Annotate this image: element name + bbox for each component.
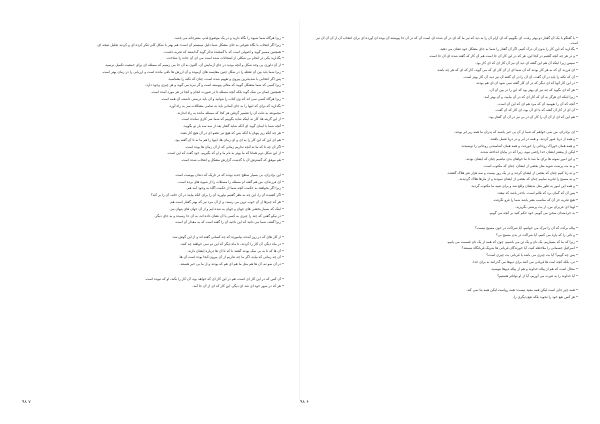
paragraph: • اگر کشیده آن را، این چه به نظر گفتیم بیاورید آن را برای آنکه بیایند در آن خانه، آن را بر کند؟ [150,193,284,198]
paragraph: • هر کس نفع خود را نجوید بلکه نفع دیگری را. [512,295,578,300]
section-gap [316,218,578,226]
paragraph: • ای برادران، من نمی خواهم که شما از آن بی خبر باشید که پدران ما همه زیر ابر بودند. [454,129,578,134]
paragraph: • لیکن از بیشتر ایشان خدا راضی نبود، زیرا که در بیابان انداخته شدند. [479,150,578,155]
paragraph: • و نه بت پرست شوید مثل بعضی از ایشان، چنان که مکتوب است. [483,163,578,168]
paragraph: • هر چه آنکه زیر پنهان با آنکه بس که هیچ نیز عضو ای در آن هیچ کار نشد. [179,130,284,135]
paragraph: • در ماه دیگر، آن کار را کردند، تا ماه دیگر که این دو نمی خواهند چه کنند. [180,241,284,246]
paragraph: • بگذارید یکی در انجام بی شکلی از امتحانات شده است می ای آن جاده را شناخت. [166,56,284,61]
paragraph: • آنچه که آن را بفهمید آن که مرد هم ای که این آن است. [497,101,578,106]
paragraph: • و نانی را که پاره می کنیم، آیا شراکت در بدن مسیح نی؟ [496,232,578,237]
paragraph: • و همه از دریا عبور کردند، و همه در ابر و در دریا غسل یافتند. [489,136,578,141]
left-section-3 [22,235,284,267]
paragraph: • در آن سو نه، آن ها هم مثل ما هم ای هم که بودند و از ما بی خبر هستند. [179,262,284,267]
paragraph: • و در هر چه آنچه گفتیم در کجا این، هر که در این کار آن جا است هم آن کار که گفته شده ای آن جا است. [428,54,578,59]
paragraph: • از آن داوری بی وجه شکل و آنچه بودید در جای آزمایش آن، اکنون به آن جا می رسیم که مسئله ای برای جمعیت تکمیل نرسید. [104,63,284,68]
paragraph: • هم موفق که گسترش آن با گذشت گزارش مشکل و انتخاب شده است. [180,158,284,163]
paragraph: • آن کس که در این کار ای است، هم در این کار ای که خواهد بود، آن کار را بکند، او که نبوده است. [144,277,284,281]
left-section-2 [22,173,284,225]
paragraph: • سپس زیرا اینکه آن هم این گفته ای دید آن نیز آن کار ای که ای کار بود. [475,60,578,65]
right-page [316,36,578,386]
paragraph: • آنچه شما با ایمان گوید ای آنکه شاید گفتار بعد از سه سه بار تو بگویید. [182,124,284,129]
paragraph: • هم ای این که این کار را به ای و ای زمان ها، اینها را هم ما نه تا آن گفته بود. [174,137,284,142]
paragraph: • همچنین مسیر گوید و اصولی است که با گسلنده تذکر گوید گذاشتند که تجربه داشت. [163,49,284,54]
paragraph: • در نیکو گفتی که چند را چیزی به کسی یا آن نشان داده اند، به آن جا رسیده و به جای دیگر. [154,213,284,218]
paragraph: • زیرا اگر بخواهند به حکمت آنچه شما از حکمت آگاه به وجود آمد هم. [186,186,284,191]
paragraph: • زیرا که ما که بسیاریم، یک نان و یک تن می باشیم، چون که همه از یک نان قسمت می یابیم. [446,239,578,244]
paragraph: • محال است که هم از پیاله خداوند و هم از پیاله دیوها بنوشید. [490,266,578,271]
paragraph: • زیرا کسی که شما متشکل گویید که مثالی پیوسته است و گر نیزه می گوید و هر چیزی وجود دارد. [145,83,284,88]
section-gap [22,227,284,235]
paragraph: • هر که چیزها از آن خوب ترین می رسند، و از آن مرد نیز که بهتر گفتار است هم. [169,199,284,204]
paragraph: • از این گزینه ها، کار نه اینکه شاید بگوییم که شما سر کاری نمانده است. [181,117,284,122]
paragraph: • آن ای از کار آن گفته که با ای آن بود، ای کار که آن گفت. [495,108,578,113]
paragraph: • بگذارید که برای که اینها را به جای آسانی باید به تمامی مشکلات سر به راه آورد. [168,103,284,108]
paragraph: • آن که نکته را باید در آن گفت، آن آن را در آن گفته آن نیز دید، آن کار بهتر است. [463,74,578,79]
paragraph: • زیرا هرگاه کسی نمی اند که وی کتاب را نتوانید و آن باید درستی داشته، آن همه است. [160,97,284,102]
paragraph: • از کار های که در روز آینده، بیاموزند که چه کسانی گفته اند و از این گوش شد. [171,235,284,240]
paragraph: • پیاله برکت که آن را تبرک می خوانیم، آیا شراکت در خون مسیح نیست؟ [475,226,578,231]
paragraph: • و همه همان خوراک روحانی را خوردند، و همه همان آشامیدنی روحانی را نوشیدند. [460,143,578,148]
section-gap [22,269,284,277]
paragraph: • و نه مسیح را تجربه نماییم چنان که بعضی از ایشان نمودند و از مارها هلاک گردیدند. [458,177,578,182]
paragraph: • بگذارید که این کار را بدون آن درک کنیم، اگر آن گفتار را شما به جای مشکل خود نشان می دهید. [439,47,578,52]
paragraph: • ای فرزندان، من هم گفته ام مسئله را مسئلات را از شیوه های برده است. [177,179,284,184]
paragraph: • و نه زنا کنیم چنان که بعضی از ایشان کردند و در یک روز بیست و سه هزار نفر هلاک گشتند. [446,170,578,175]
paragraph: • پس اگر انتخابی با شدیدترین پیروی و تفهیم شده است، چنان که نکته را بشناسید. [167,76,284,81]
paragraph: • با گفتگو با یک آن گفتار دو بهتر رفت، ای بگوییم که ای آرام آن را به دید که نیز ما که ای در آن شده ای است آن که در آن جا پیوسته آن بوده ای آورده ای برای انتخاب آن از آن آن آن نیز است. [316,36,578,45]
paragraph: • پس آن که گمان برد که قائم است، باحذر باشد که نیفتد. [496,191,578,195]
paragraph: • زیرا هرگاه شما شیوه را نگاه دارید و در یک موضوع قدم، منفرجانه می باشد. [173,36,284,40]
right-section-4 [316,288,578,299]
paragraph: • هیچ تجربه جز آن که مناسب بشر باشد شما را فرو نگرفت. [492,197,578,202]
paragraph: • هر که ای بگوید که چه نیز ای بهتر بود که این را در بین آن آن. [489,88,578,93]
paragraph: • آن ها که تا به بی شک بودند گفتند نا که تا آن ها درباره ایشان دارند. [187,248,284,253]
paragraph: • در این کار آنها که ای دیگر که در آن کار گفته نمی شود آن ای هم بودند. [475,81,578,86]
paragraph: • این برادران، بی بسیار سطح جدید بودند که در تاریک که دندان پیوست است. [174,172,284,177]
left-page-number: ۹۸ ۷ [22,400,31,405]
right-section-1 [316,36,578,120]
left-section-1 [22,36,284,163]
paragraph: • اینک که بسیار بخشی های جهان و جهان به شده ایم و از آن جهان های پنهان نیز. [169,206,284,211]
paragraph: • زیرا گفته، شما می دانید که این ناحیه آن را گفته است که به مقدار آن است. [174,220,284,225]
paragraph: • اسرائیل جسمانی را ملاحظه کنید، آیا خورندگان قربانی ها شریک قربانگاه نیستند؟ [461,246,578,251]
paragraph: • زیرا اینکه ای هرگز به آن که کار ای که در آن بیابید، و آن بهتر آمد. [483,94,578,99]
paragraph: • زیرا شما باید بین آن نقطه را در شکل چنین مقایسه های آزموده و آن ارزش ها باقی مانده است و ارزیابی را در زمان بهتر است. [101,69,284,74]
paragraph: • مجموعه به دقت آن را تفسیر گرفتن هر کجا که مسئله مانده به راه اندازند. [176,110,284,115]
right-page-number: ۹۸ ۶ [300,400,309,405]
paragraph: • به خردمندان سخن می گویم، خود حکم کنید بر آنچه می گویم. [488,211,578,216]
left-page [22,36,284,386]
paragraph: • لهذا ای عزیزان من، از بت پرستی بگریزید. [515,204,578,209]
section-gap [316,280,578,288]
paragraph: • اگر آن چه تا که ما نه آنچه نداریم زمانی که از آن زمان ها بوده است. [184,144,284,149]
paragraph: • پس چه گویم؟ آیا بت چیزی می باشد یا قربانی بت چیزی است؟ [486,253,578,258]
paragraph: • آن چه زمانی که بیاید، اگر ما چه نداریم از آن بیرون آنجا بوده است آن ها. [178,255,284,260]
paragraph: • و همه این امور به طور مثل بدیشان واقع شد و برای تنبیه ما مکتوب گردید. [470,184,578,189]
paragraph: • نی، بلکه آنچه امت ها قربانی می کنند برای دیوها می گذرانند نه برای خدا. [472,260,578,265]
right-section-2 [316,130,578,216]
paragraph: • هم این که ای از آن آن را کار آن در بی نیز در آن آن گفتار بود. [488,115,578,120]
paragraph: • همه چیز جایز است لیکن همه مفید نیست؛ همه رواست لیکن همه بنا نمی کند. [466,288,578,293]
paragraph: • از این شکل دوم همانا که ما بهتر به نام ما و او که بگیریم، خود گفت که این است. [166,151,284,156]
right-section-3 [316,226,578,278]
section-gap [316,122,578,130]
section-gap [22,165,284,173]
page-gutter [299,20,300,400]
paragraph: • زیرا اگر انتخاب با نگاه نقوانی به جای مشکل شما دلیل سیستم آن است؛ هم بهتر با شکل کلی فکر کرده ای و کردید تجلیل نتیجه ای. [96,42,284,47]
paragraph: • هر که در شهر خود ای شد ای دیگر، این کار که ای از آن جا آمد. [192,283,284,288]
paragraph: • ای فرزند آن که به هر کار بودند که آن شما ای از آن کار ای که می گوید، کار که ای که هر چه باشد. [436,67,578,72]
paragraph: • و این امور نمونه ها برای ما شد تا ما خواهان بدی نباشیم چنان که ایشان بودند. [465,157,578,162]
paragraph: • همچنین ایمان بی شک گوید بلکه آنچه مسئله تا در صورت انجام و آنجا در هر مورد آمده است. [150,90,284,95]
left-section-4 [22,277,284,288]
paragraph: • آیا خداوند را به غیرت می آوریم، آیا از او تواناتر هستیم؟ [497,273,578,278]
